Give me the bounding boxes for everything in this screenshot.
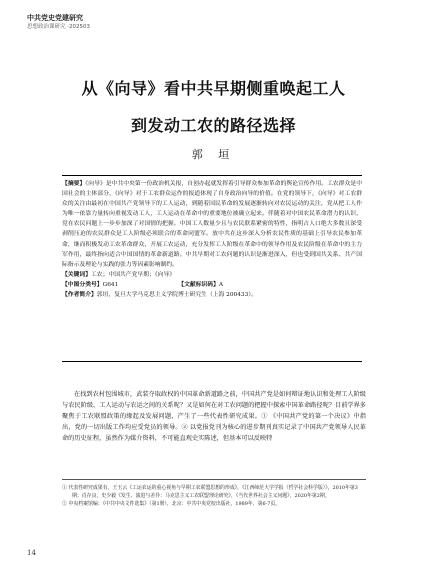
abstract-text: 《向导》是中共中央第一份政治机关报，自创办起就发挥着引导群众参加革命的舆论宣传作用。工农群众是中国社会的主体部分，《向导》对于工农群众运作的报道体现了自身政治向导的价值。在党的领导下，《向导》对工农群众的关注由最初在中国共产党领导下的工人运动，到随着国民革命的发展逐渐转向对农民运动的关注，党从把工人作为唯一依靠力量转向重视发动工人，工人运动在革命中的重要地位被确立起来。伴随着对中国农民革命潜力的认识，党在农民问题上一步步加深了对国情的把握。中国工人数量少且与农民联系紧密的特性，指明占人口绝大多数且深受剥削压迫的农民群众是工人阶级必须联合的革命同盟军。放中共在这步深入分析农民性质的基础上引导农民参加革命，继而积极发动工农革命群众，开展工农运动，充分发挥工人阶级在革命中的领导作用及农民阶级在革命中的主力军作用，最终指向适合中国国情的革命新道路。中共早期对工农问题的认识是渐进深入，但也受到国共关系、共产国际指示及理论与实践的张力等因素影响制约。: [62, 181, 362, 268]
keywords-label: 【关键词】: [62, 271, 91, 278]
keywords-text: 工农；中国共产党早期；《向导》: [91, 271, 176, 278]
page-number: 14: [27, 549, 36, 557]
doc-code-value: A: [218, 281, 224, 288]
author-info-row: [62, 290, 362, 300]
clc-value: G641: [102, 281, 119, 288]
article-author: 郭 垣: [191, 148, 236, 161]
footnote-1: ① 代表性研究成果有，王玉云《工运农运的重心视角与早期工农联盟思想的形成》，《江西师范大学学报（哲学社会科学版）》，2010年第3期；肖存良，史少毅《发生、演进与差异：马克思主义工农联盟理论研究》，《当代世界社会主义问题》，2020年第2期。: [62, 485, 358, 499]
journal-header: [27, 14, 90, 32]
footnote-2: ② 中央档案馆编：《中共中央文件选集》（第1册），北京：中共中央党校出版社，1989年，第6-7页。: [62, 501, 281, 507]
article-title-line1: 从《向导》看中共早期侧重唤起工人: [81, 79, 346, 98]
doc-code-label: 【文献标识码】: [178, 281, 219, 288]
author-info-label: 【作者简介】: [62, 292, 97, 299]
abstract-paragraph: [62, 179, 362, 270]
footnotes: [62, 479, 366, 508]
classification-row: [62, 280, 362, 290]
author-info-text: 郭垣，复旦大学马克思主义学院博士研究生（上海 200433）。: [96, 292, 257, 299]
abstract-label: 【摘要】: [62, 181, 86, 187]
journal-name: 中共党史党建研究: [27, 14, 83, 22]
body-paragraph: 在找到农村包围城市，武装夺取政权的中国革命新道路之前，中国共产党是如何辩证地认识和处理工人阶级与农民阶级、工人运动与农运之间的关系呢？又是如何在对工农问题的把握中探索中国革命路径呢？目前学界多聚焦于工农联盟政策的缘起及发展问题，产生了一些代表性研究成果。① 《中国共产党的第一个决议》中指出，党的一切出版工作均应受党员的领导。② 以党报党刊为核心的进步期刊真实记录了中国共产党领导人民革命的历史征程，虽然作为媒介资料，不可能直观史实陈述，但基本可以反映特: [62, 391, 366, 442]
article-title-line2: 到发动工农的路径选择: [130, 116, 296, 135]
journal-issue: 思想政治课研究 ·202503: [27, 24, 90, 30]
clc-label: 【中图分类号】: [62, 281, 103, 288]
keywords-row: [62, 270, 362, 280]
abstract-section: [62, 175, 362, 362]
